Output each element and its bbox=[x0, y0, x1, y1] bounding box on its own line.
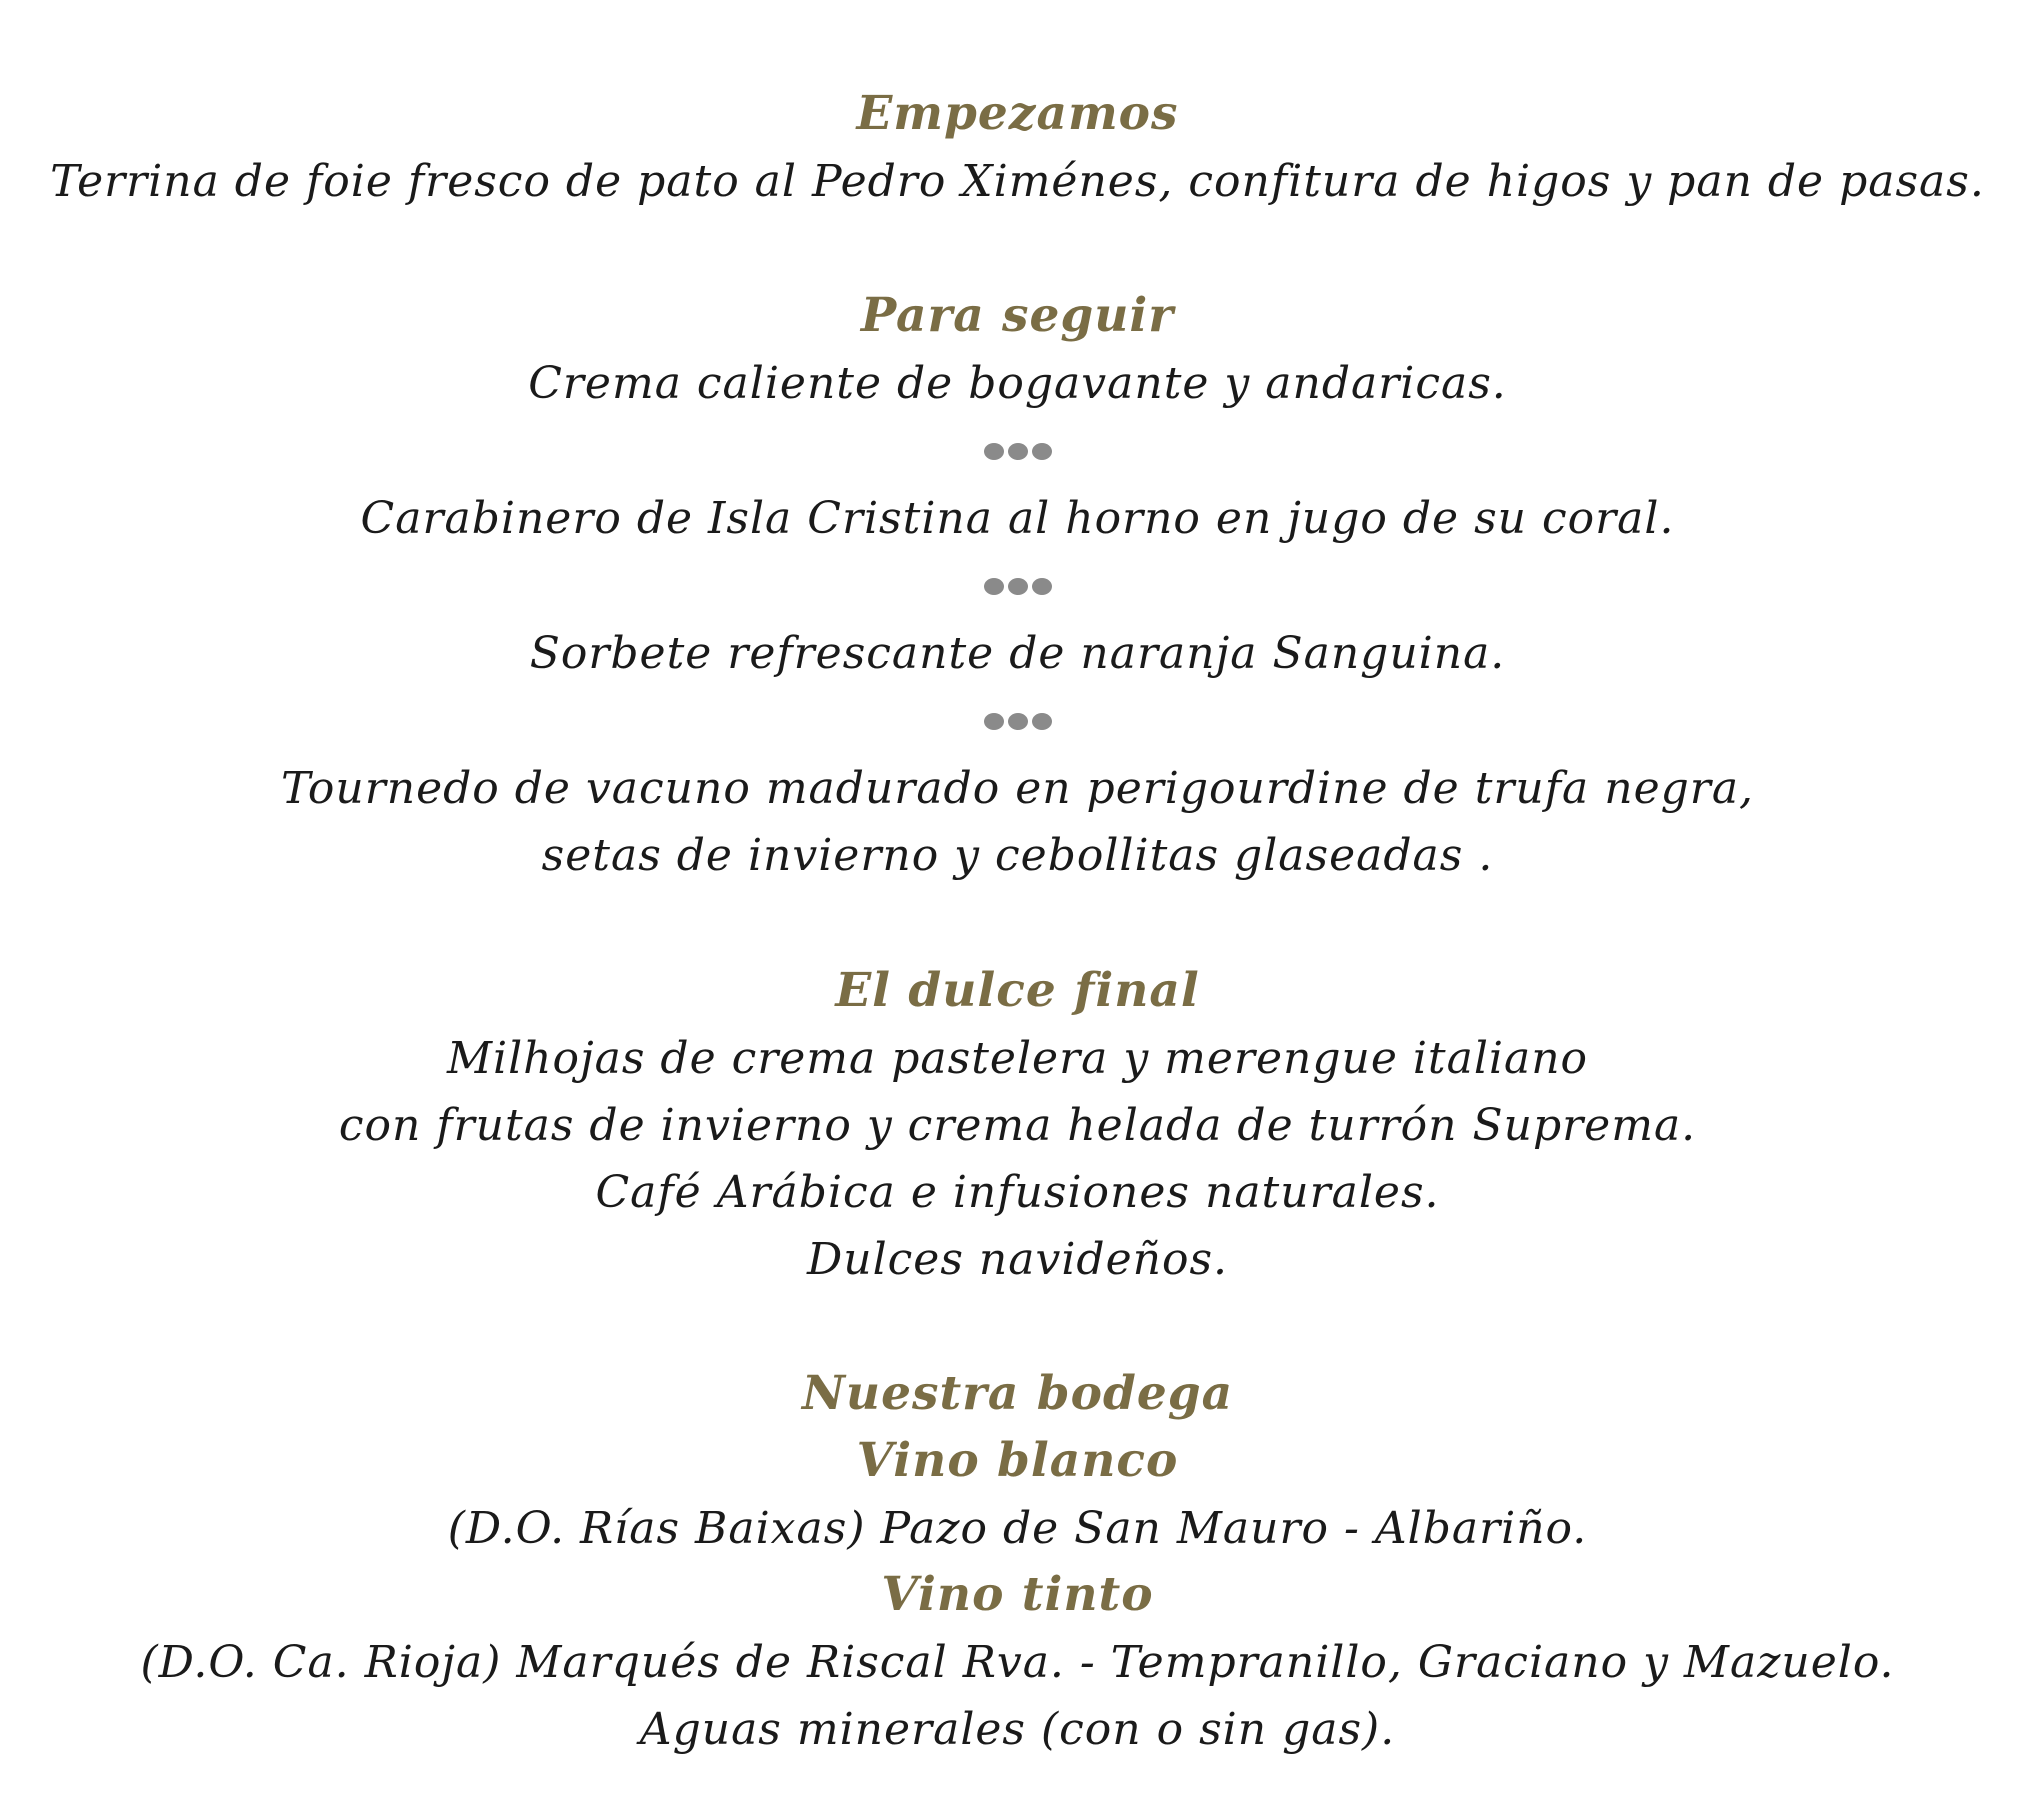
dish-tournedo-line-2: setas de invierno y cebollitas glaseadas . bbox=[541, 830, 1494, 881]
dessert-dulces: Dulces navideños. bbox=[806, 1234, 1229, 1285]
section-title-el-dulce-final: El dulce final bbox=[835, 963, 1200, 1018]
dish-carabinero: Carabinero de Isla Cristina al horno en jugo de su coral. bbox=[360, 493, 1675, 544]
wine-tinto: (D.O. Ca. Rioja) Marqués de Riscal Rva. - Tempranillo, Graciano y Mazuelo. bbox=[140, 1637, 1895, 1688]
dish-terrina-foie: Terrina de foie fresco de pato al Pedro Ximénes, confitura de higos y pan de pasas. bbox=[50, 156, 1985, 207]
dots-separator bbox=[0, 713, 2035, 737]
dish-sorbete: Sorbete refrescante de naranja Sanguina. bbox=[529, 628, 1506, 679]
dessert-cafe: Café Arábica e infusiones naturales. bbox=[595, 1167, 1440, 1218]
dots-separator bbox=[0, 443, 2035, 467]
dessert-milhojas-line-2: con frutas de invierno y crema helada de turrón Suprema. bbox=[338, 1100, 1697, 1151]
subtitle-vino-tinto: Vino tinto bbox=[881, 1567, 1154, 1622]
aguas-minerales: Aguas minerales (con o sin gas). bbox=[639, 1704, 1396, 1755]
wine-blanco: (D.O. Rías Baixas) Pazo de San Mauro - Albariño. bbox=[447, 1503, 1588, 1554]
section-title-para-seguir: Para seguir bbox=[860, 288, 1175, 343]
subtitle-vino-blanco: Vino blanco bbox=[856, 1433, 1179, 1488]
dish-tournedo-line-1: Tournedo de vacuno madurado en perigourdine de trufa negra, bbox=[280, 763, 1755, 814]
dots-separator bbox=[0, 578, 2035, 602]
section-title-empezamos: Empezamos bbox=[856, 86, 1179, 141]
dessert-milhojas-line-1: Milhojas de crema pastelera y merengue italiano bbox=[446, 1033, 1589, 1084]
section-title-nuestra-bodega: Nuestra bodega bbox=[801, 1366, 1234, 1421]
dish-crema-bogavante: Crema caliente de bogavante y andaricas. bbox=[528, 358, 1507, 409]
